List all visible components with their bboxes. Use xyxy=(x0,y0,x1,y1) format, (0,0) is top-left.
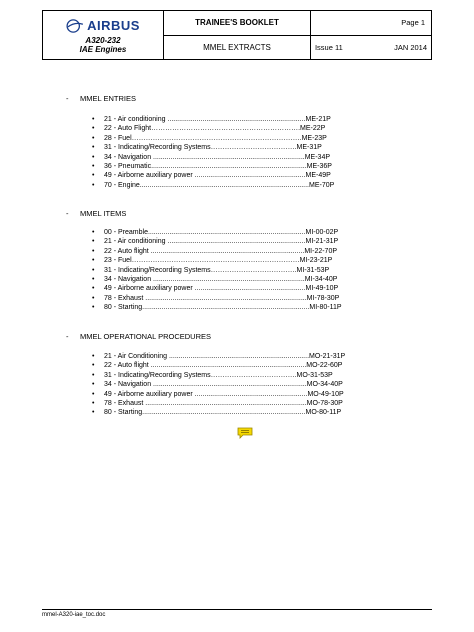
page-number: Page 1 xyxy=(310,11,431,36)
list-item: • 22 - Auto Flight……………………………………………………….ME-22P xyxy=(92,125,326,133)
engine-type: IAE Engines xyxy=(79,45,127,54)
list-item: • 49 - Airborne auxiliary power .........................................................MI-49-10P xyxy=(92,285,339,293)
list-item: • 34 - Navigation ..............................................................................ME-34P xyxy=(92,153,331,161)
list-item: • 31 - Indicating/Recording Systems……………………………….MO-31-53P xyxy=(92,371,333,379)
issue-date: JAN 2014 xyxy=(394,42,427,52)
booklet-title: TRAINEE'S BOOKLET xyxy=(164,11,311,36)
list-item: • 00 - Preamble.................................................................................MI-00-02P xyxy=(92,229,339,236)
section-heading: - MMEL OPERATIONAL PROCEDURES xyxy=(66,332,211,341)
list-item: • 22 - Auto flight ................................................................................MO-22-60P xyxy=(92,362,343,370)
list-item: • 31 - Indicating/Recording Systems……………………………….ME-31P xyxy=(92,144,322,152)
list-item: • 78 - Exhaust ...................................................................................MI-78-30P xyxy=(92,294,340,302)
list-item: • 49 - Airborne auxiliary power ..........................................................MO-49-10P xyxy=(92,390,344,398)
issue-cell xyxy=(310,35,431,60)
footer-filename: mmel-A320-iae_toc.doc xyxy=(42,612,106,618)
section-list xyxy=(92,228,342,313)
aircraft-type: A320-232 xyxy=(85,36,121,45)
section-heading: - MMEL ITEMS xyxy=(66,209,127,218)
list-item: • 21 - Air conditioning .......................................................................MI-21-31P xyxy=(92,238,339,246)
list-item: • 28 - Fuel……………………………………………………………….ME-23P xyxy=(92,134,327,142)
list-item: • 78 - Exhaust ...................................................................................MO-78-30P xyxy=(92,399,343,407)
list-item: • 21 - Air conditioning .......................................................................ME-21P xyxy=(92,116,331,123)
list-item: • 31 - Indicating/Recording Systems……………………………….MI-31-53P xyxy=(92,266,330,274)
list-item: • 80 - Starting....................................................................................MO-80-11P xyxy=(92,409,342,417)
section-list xyxy=(92,352,345,418)
section-list xyxy=(92,115,334,190)
section-heading: - MMEL ENTRIES xyxy=(66,94,136,103)
issue-number: Issue 11 xyxy=(314,42,343,52)
comment-note-icon[interactable] xyxy=(237,427,253,439)
airbus-logo xyxy=(43,18,163,33)
logo-cell xyxy=(43,11,164,60)
list-item: • 34 - Navigation ...............................................................................MO-34-40P xyxy=(92,381,343,389)
airbus-logo-icon xyxy=(66,19,84,33)
list-item: • 49 - Airborne auxiliary power .........................................................ME-49P xyxy=(92,172,331,180)
list-item: • 34 - Navigation ..............................................................................MI-34-40P xyxy=(92,275,338,283)
list-item: • 70 - Engine.......................................................................................ME-70P xyxy=(92,181,335,189)
footer-divider xyxy=(42,609,432,610)
list-item: • 21 - Air Conditioning ........................................................................MO-21-31P xyxy=(92,353,346,360)
list-item: • 80 - Starting......................................................................................MI-80-11P xyxy=(92,304,342,312)
list-item: • 23 - Fuel………………………………………………………………MI-23-21P xyxy=(92,257,333,265)
list-item: • 22 - Auto flight ...............................................................................MI-22-70P xyxy=(92,247,338,255)
list-item: • 36 - Pneumatic................................................................................ME-36P xyxy=(92,162,332,170)
logo-text: AIRBUS xyxy=(87,18,140,33)
booklet-subtitle: MMEL EXTRACTS xyxy=(164,35,311,60)
document-header xyxy=(42,10,432,60)
